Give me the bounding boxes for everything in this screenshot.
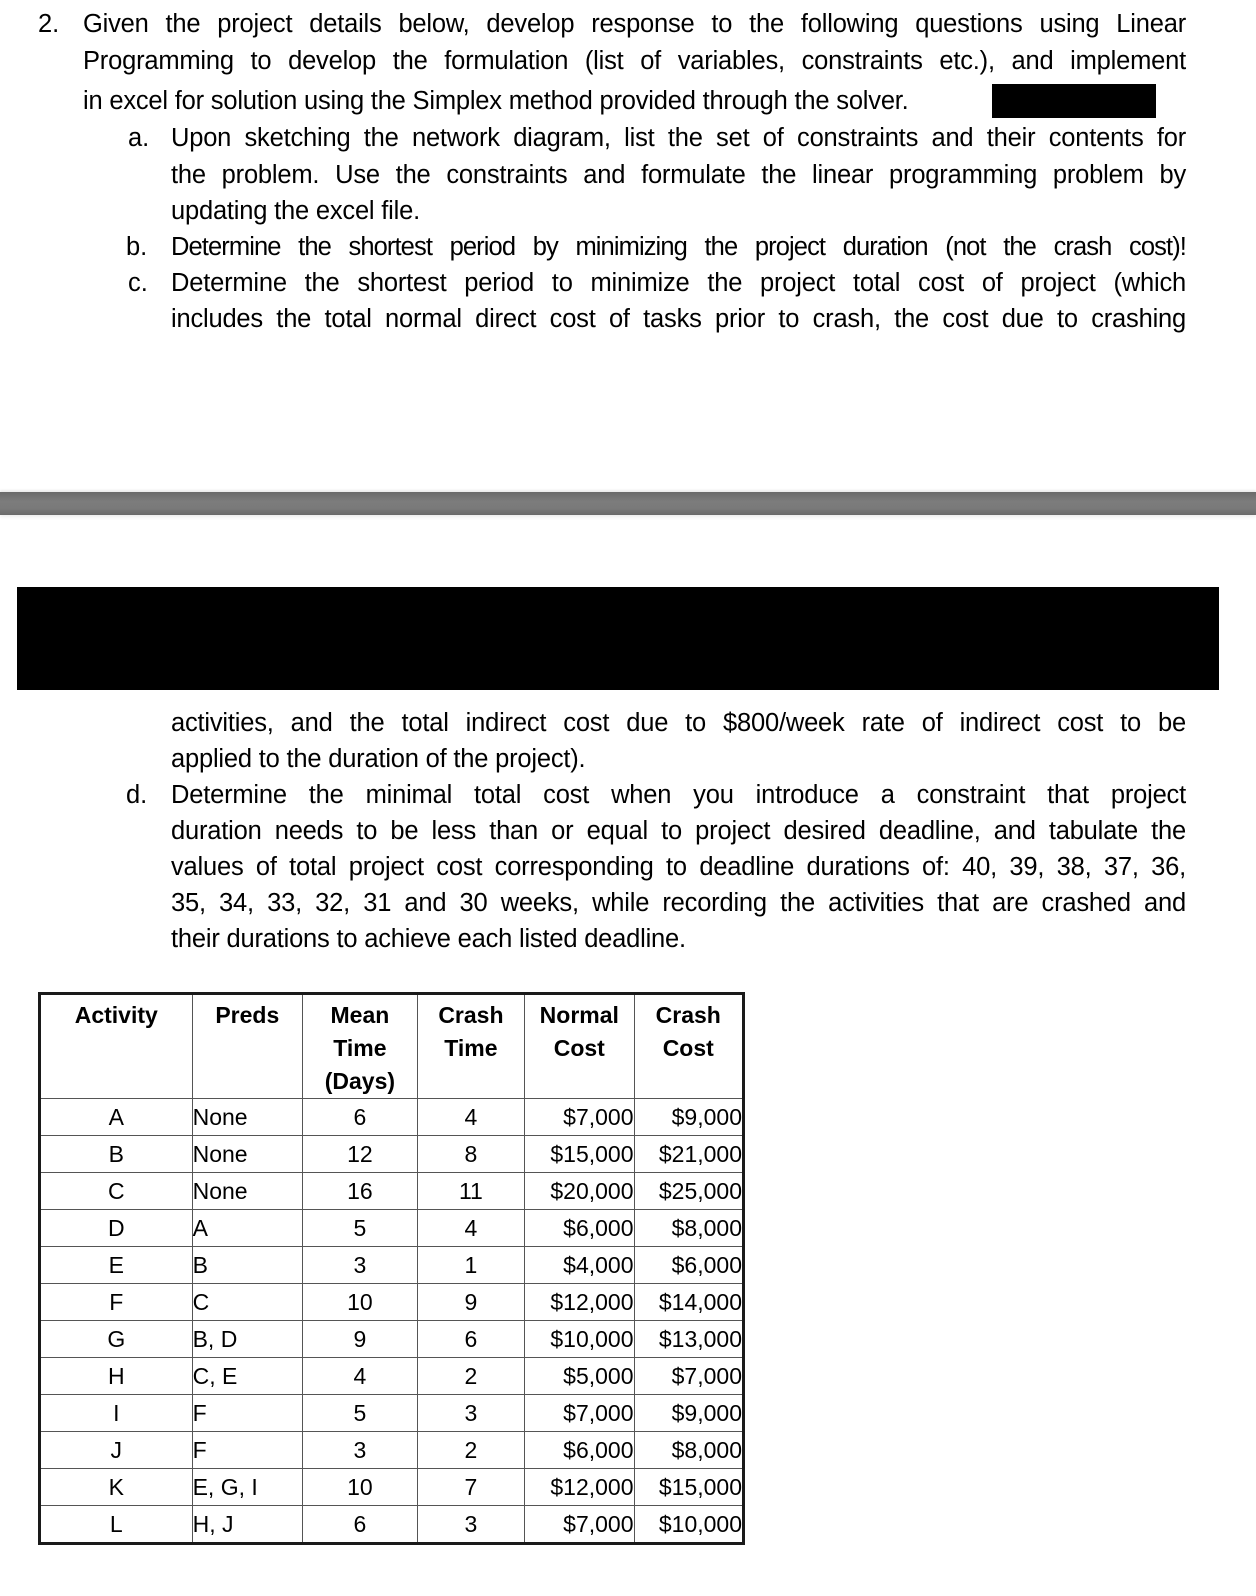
cell-normal-cost: $12,000: [525, 1469, 634, 1506]
part-c-line-3: activities, and the total indirect cost due to $800/week rate of indirect cost to be: [171, 709, 1186, 737]
table-row: [40, 1321, 744, 1358]
cell-mean-time: 6: [303, 1099, 418, 1136]
header-normal-cost: Normal Cost: [525, 994, 634, 1099]
cell-mean-time: 5: [303, 1210, 418, 1247]
part-b-line-1: Determine the shortest period by minimizing the project duration (not the crash cost)!: [171, 233, 1186, 261]
cell-normal-cost: $6,000: [525, 1432, 634, 1469]
table-row: [40, 1506, 744, 1544]
header-crash-cost: Crash Cost: [634, 994, 743, 1099]
cell-crash-time: 8: [417, 1136, 524, 1173]
redaction-block-small: [992, 84, 1156, 118]
table-row: [40, 1247, 744, 1284]
header-activity: Activity: [40, 994, 193, 1099]
part-d-label: d.: [126, 781, 148, 809]
cell-preds: H, J: [192, 1506, 302, 1544]
part-d-line-1: Determine the minimal total cost when you introduce a constraint that project: [171, 781, 1186, 809]
table-header-row: [40, 994, 744, 1099]
table-row: [40, 1099, 744, 1136]
cell-mean-time: 6: [303, 1506, 418, 1544]
cell-preds: A: [192, 1210, 302, 1247]
cell-activity: B: [40, 1136, 193, 1173]
cell-preds: None: [192, 1099, 302, 1136]
cell-crash-cost: $10,000: [634, 1506, 743, 1544]
cell-activity: I: [40, 1395, 193, 1432]
cell-crash-time: 2: [417, 1358, 524, 1395]
redaction-block-large: [17, 587, 1219, 690]
part-a-line-1: Upon sketching the network diagram, list the set of constraints and their contents for: [171, 124, 1186, 152]
table-row: [40, 1469, 744, 1506]
cell-preds: F: [192, 1395, 302, 1432]
cell-crash-time: 9: [417, 1284, 524, 1321]
cell-crash-time: 3: [417, 1506, 524, 1544]
cell-crash-time: 2: [417, 1432, 524, 1469]
table-row: [40, 1284, 744, 1321]
cell-mean-time: 5: [303, 1395, 418, 1432]
cell-preds: None: [192, 1136, 302, 1173]
table-row: [40, 1136, 744, 1173]
header-crash-time: Crash Time: [417, 994, 524, 1099]
table-row: [40, 1173, 744, 1210]
cell-activity: L: [40, 1506, 193, 1544]
cell-crash-cost: $9,000: [634, 1099, 743, 1136]
cell-mean-time: 3: [303, 1432, 418, 1469]
cell-normal-cost: $10,000: [525, 1321, 634, 1358]
part-c-line-2: includes the total normal direct cost of tasks prior to crash, the cost due to crashing: [171, 305, 1186, 333]
part-c-label: c.: [128, 269, 148, 297]
part-d-line-5: their durations to achieve each listed deadline.: [171, 925, 686, 953]
cell-crash-cost: $8,000: [634, 1432, 743, 1469]
question-intro-line-1: Given the project details below, develop response to the following questions using Linear: [83, 10, 1186, 38]
cell-preds: B, D: [192, 1321, 302, 1358]
cell-crash-time: 6: [417, 1321, 524, 1358]
part-a-line-3: updating the excel file.: [171, 197, 420, 225]
part-a-label: a.: [128, 124, 150, 152]
cell-crash-cost: $14,000: [634, 1284, 743, 1321]
cell-mean-time: 3: [303, 1247, 418, 1284]
cell-crash-time: 4: [417, 1210, 524, 1247]
cell-crash-cost: $8,000: [634, 1210, 743, 1247]
question-number: 2.: [38, 10, 60, 38]
cell-mean-time: 16: [303, 1173, 418, 1210]
page-divider-bar: [0, 492, 1256, 515]
table-row: [40, 1358, 744, 1395]
cell-crash-time: 1: [417, 1247, 524, 1284]
cell-activity: E: [40, 1247, 193, 1284]
cell-crash-cost: $13,000: [634, 1321, 743, 1358]
cell-normal-cost: $7,000: [525, 1099, 634, 1136]
cell-activity: J: [40, 1432, 193, 1469]
cell-crash-time: 11: [417, 1173, 524, 1210]
cell-activity: H: [40, 1358, 193, 1395]
cell-mean-time: 4: [303, 1358, 418, 1395]
cell-crash-cost: $25,000: [634, 1173, 743, 1210]
part-c-line-4: applied to the duration of the project).: [171, 745, 586, 773]
cell-normal-cost: $5,000: [525, 1358, 634, 1395]
cell-mean-time: 12: [303, 1136, 418, 1173]
cell-crash-time: 3: [417, 1395, 524, 1432]
cell-preds: C: [192, 1284, 302, 1321]
cell-normal-cost: $15,000: [525, 1136, 634, 1173]
cell-activity: C: [40, 1173, 193, 1210]
cell-crash-cost: $6,000: [634, 1247, 743, 1284]
cell-crash-time: 7: [417, 1469, 524, 1506]
cell-preds: E, G, I: [192, 1469, 302, 1506]
cell-preds: F: [192, 1432, 302, 1469]
cell-normal-cost: $7,000: [525, 1395, 634, 1432]
cell-activity: D: [40, 1210, 193, 1247]
cell-activity: A: [40, 1099, 193, 1136]
part-d-line-4: 35, 34, 33, 32, 31 and 30 weeks, while recording the activities that are crashed and: [171, 889, 1186, 917]
cell-preds: None: [192, 1173, 302, 1210]
cell-crash-cost: $15,000: [634, 1469, 743, 1506]
part-c-line-1: Determine the shortest period to minimize the project total cost of project (which: [171, 269, 1186, 297]
question-intro-line-3: in excel for solution using the Simplex method provided through the solver.: [83, 87, 909, 115]
cell-preds: C, E: [192, 1358, 302, 1395]
cell-normal-cost: $12,000: [525, 1284, 634, 1321]
cell-mean-time: 10: [303, 1284, 418, 1321]
table-row: [40, 1210, 744, 1247]
cell-normal-cost: $7,000: [525, 1506, 634, 1544]
header-preds: Preds: [192, 994, 302, 1099]
question-intro-line-2: Programming to develop the formulation (list of variables, constraints etc.), and implement: [83, 47, 1186, 75]
cell-mean-time: 10: [303, 1469, 418, 1506]
activity-table: [38, 992, 745, 1545]
part-a-line-2: the problem. Use the constraints and formulate the linear programming problem by: [171, 161, 1186, 189]
cell-crash-cost: $9,000: [634, 1395, 743, 1432]
cell-crash-cost: $21,000: [634, 1136, 743, 1173]
cell-normal-cost: $4,000: [525, 1247, 634, 1284]
cell-activity: F: [40, 1284, 193, 1321]
cell-activity: G: [40, 1321, 193, 1358]
table-row: [40, 1395, 744, 1432]
part-d-line-2: duration needs to be less than or equal to project desired deadline, and tabulate the: [171, 817, 1186, 845]
cell-preds: B: [192, 1247, 302, 1284]
cell-normal-cost: $20,000: [525, 1173, 634, 1210]
header-mean-time: Mean Time (Days): [303, 994, 418, 1099]
cell-crash-cost: $7,000: [634, 1358, 743, 1395]
cell-activity: K: [40, 1469, 193, 1506]
cell-normal-cost: $6,000: [525, 1210, 634, 1247]
part-d-line-3: values of total project cost corresponding to deadline durations of: 40, 39, 38, 37, 36,: [171, 853, 1186, 881]
part-b-label: b.: [126, 233, 148, 261]
table-row: [40, 1432, 744, 1469]
cell-mean-time: 9: [303, 1321, 418, 1358]
cell-crash-time: 4: [417, 1099, 524, 1136]
